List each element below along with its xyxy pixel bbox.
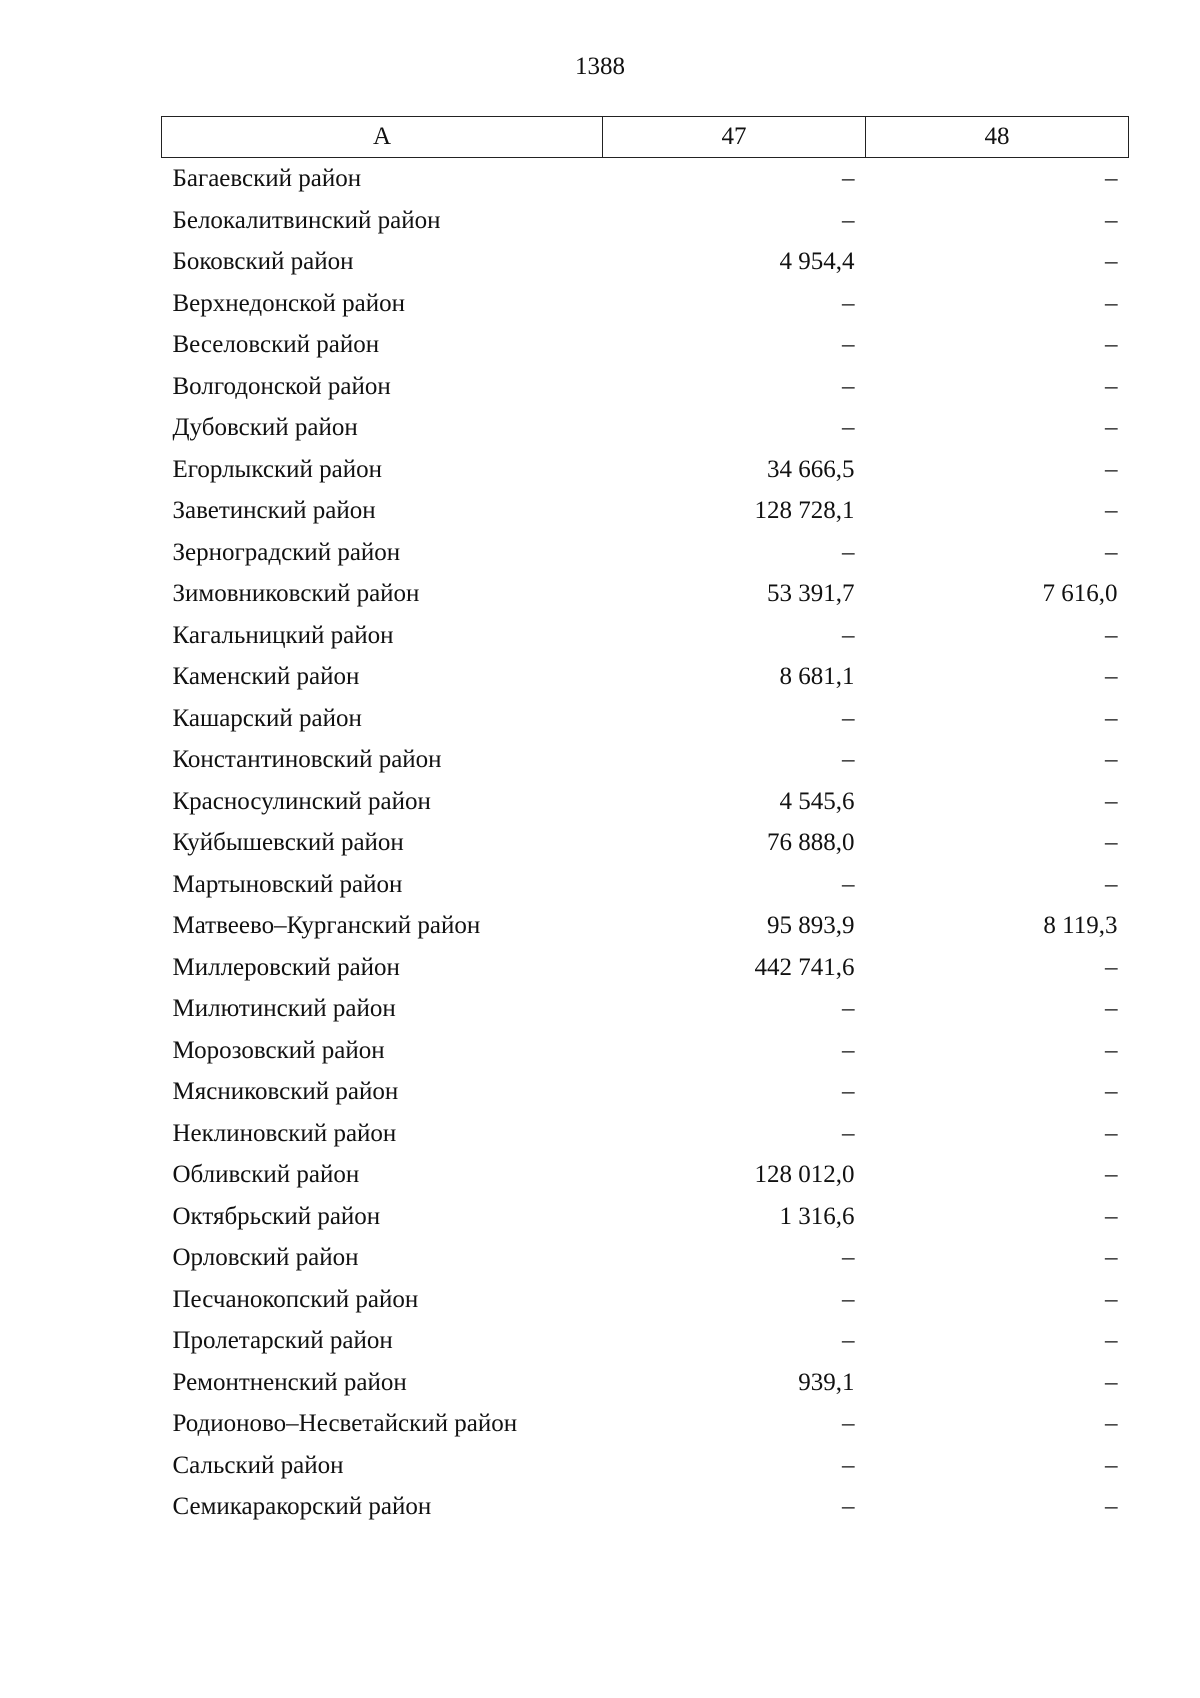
table-row: [162, 1030, 1129, 1072]
value-col-47: 4 545,6: [779, 787, 855, 815]
header-col-47: 47: [603, 117, 866, 158]
value-col-48: –: [1105, 1244, 1118, 1271]
value-col-47: 128 728,1: [754, 497, 855, 524]
value-col-47: –: [842, 1244, 855, 1271]
district-name: Волгодонской район: [172, 372, 391, 400]
value-col-47: –: [842, 1078, 855, 1105]
district-name: Константиновский район: [172, 746, 442, 773]
value-col-48: –: [1105, 538, 1118, 566]
header-col-a: А: [162, 117, 603, 158]
value-col-48: –: [1105, 663, 1118, 690]
data-table: [161, 116, 1129, 1528]
value-col-48: –: [1105, 1368, 1118, 1396]
value-col-47: –: [842, 995, 855, 1022]
value-col-48: 7 616,0: [1042, 580, 1118, 607]
value-col-48: –: [1105, 165, 1118, 192]
district-name: Песчанокопский район: [172, 1285, 419, 1313]
value-col-48: –: [1105, 372, 1118, 400]
value-col-47: –: [842, 331, 855, 358]
table-row: [162, 822, 1129, 864]
table-row: [162, 1196, 1129, 1238]
table-row: [162, 449, 1129, 491]
value-col-47: 76 888,0: [767, 829, 855, 856]
table-row: [162, 656, 1129, 698]
page-number: 1388: [575, 53, 625, 80]
table-row: [162, 988, 1129, 1030]
table-row: [162, 1362, 1129, 1404]
value-col-47: –: [842, 704, 855, 732]
table-row: [162, 1279, 1129, 1321]
value-col-48: –: [1105, 953, 1118, 981]
district-name: Зерноградский район: [172, 538, 401, 566]
value-col-48: –: [1105, 787, 1118, 815]
header-col-48: 48: [866, 117, 1129, 158]
value-col-48: –: [1105, 1119, 1118, 1147]
district-name: Кагальницкий район: [172, 621, 394, 649]
table-row: [162, 1154, 1129, 1196]
value-col-48: –: [1105, 870, 1118, 898]
value-col-48: –: [1105, 704, 1118, 732]
district-name: Красносулинский район: [172, 787, 431, 815]
value-col-47: –: [842, 1410, 855, 1437]
value-col-47: –: [842, 206, 855, 234]
value-col-48: –: [1105, 289, 1118, 317]
value-col-47: –: [842, 1327, 855, 1354]
district-name: Заветинский район: [172, 497, 376, 524]
value-col-47: 1 316,6: [779, 1202, 855, 1230]
table-row: [162, 1320, 1129, 1362]
value-col-48: –: [1105, 621, 1118, 649]
table-header: [162, 117, 1129, 158]
value-col-47: –: [842, 746, 855, 773]
table-row: [162, 324, 1129, 366]
value-col-47: –: [842, 1119, 855, 1147]
table-row: [162, 1403, 1129, 1445]
table-row: [162, 1237, 1129, 1279]
table-row: [162, 1113, 1129, 1155]
table-row: [162, 532, 1129, 574]
district-name: Егорлыкский район: [172, 455, 382, 483]
table-row: [162, 366, 1129, 408]
district-name: Мясниковский район: [172, 1078, 399, 1105]
value-col-48: –: [1105, 248, 1118, 275]
district-name: Зимовниковский район: [172, 580, 420, 607]
district-name: Милютинский район: [172, 995, 396, 1022]
value-col-48: –: [1105, 414, 1118, 441]
value-col-48: –: [1105, 1161, 1118, 1188]
table-row: [162, 407, 1129, 449]
value-col-48: –: [1105, 1078, 1118, 1105]
value-col-47: 939,1: [798, 1368, 855, 1396]
value-col-47: –: [842, 538, 855, 566]
table-row: [162, 241, 1129, 283]
value-col-47: –: [842, 1451, 855, 1479]
value-col-48: –: [1105, 455, 1118, 483]
district-name: Орловский район: [172, 1244, 359, 1271]
value-col-48: –: [1105, 995, 1118, 1022]
table-row: [162, 905, 1129, 947]
value-col-48: –: [1105, 1285, 1118, 1313]
table-row: [162, 864, 1129, 906]
table-row: [162, 781, 1129, 823]
value-col-47: 95 893,9: [767, 912, 855, 939]
district-name: Пролетарский район: [172, 1327, 393, 1354]
table-row: [162, 200, 1129, 242]
district-name: Семикаракорский район: [172, 1493, 432, 1520]
district-name: Обливский район: [172, 1161, 360, 1188]
value-col-48: –: [1105, 1202, 1118, 1230]
district-name: Октябрьский район: [172, 1202, 381, 1230]
district-name: Матвеево–Курганский район: [172, 912, 481, 939]
table-row: [162, 698, 1129, 740]
value-col-47: –: [842, 1036, 855, 1064]
table-row: [162, 1486, 1129, 1528]
value-col-48: –: [1105, 746, 1118, 773]
value-col-48: 8 119,3: [1043, 912, 1118, 939]
value-col-47: –: [842, 621, 855, 649]
district-name: Мартыновский район: [172, 870, 403, 898]
district-name: Родионово–Несветайский район: [172, 1410, 518, 1437]
district-name: Куйбышевский район: [172, 829, 404, 856]
value-col-47: –: [842, 870, 855, 898]
district-name: Ремонтненский район: [172, 1368, 407, 1396]
value-col-48: –: [1105, 331, 1118, 358]
value-col-48: –: [1105, 1327, 1118, 1354]
district-name: Багаевский район: [172, 165, 362, 192]
table-row: [162, 1071, 1129, 1113]
value-col-47: –: [842, 289, 855, 317]
value-col-48: –: [1105, 1451, 1118, 1479]
value-col-47: 442 741,6: [754, 953, 855, 981]
value-col-47: –: [842, 414, 855, 441]
value-col-47: 53 391,7: [767, 580, 855, 607]
value-col-48: –: [1105, 1036, 1118, 1064]
table-row: [162, 1445, 1129, 1487]
value-col-47: –: [842, 372, 855, 400]
value-col-48: –: [1105, 497, 1118, 524]
district-name: Каменский район: [172, 663, 360, 690]
value-col-47: 4 954,4: [779, 248, 855, 275]
district-name: Миллеровский район: [172, 953, 400, 981]
value-col-47: 34 666,5: [767, 455, 855, 483]
district-name: Боковский район: [172, 248, 354, 275]
table-row: [162, 615, 1129, 657]
table-body: [162, 158, 1129, 1528]
value-col-47: –: [842, 1493, 855, 1520]
district-name: Белокалитвинский район: [172, 206, 441, 234]
table-row: [162, 573, 1129, 615]
value-col-47: 128 012,0: [754, 1161, 855, 1188]
value-col-48: –: [1105, 1410, 1118, 1437]
table-row: [162, 739, 1129, 781]
district-name: Неклиновский район: [172, 1119, 397, 1147]
table-row: [162, 947, 1129, 989]
district-name: Верхнедонской район: [172, 289, 405, 317]
header-row: [162, 117, 1129, 158]
value-col-47: –: [842, 1285, 855, 1313]
value-col-48: –: [1105, 206, 1118, 234]
data-table-container: [161, 116, 1128, 1528]
value-col-47: 8 681,1: [779, 663, 855, 690]
district-name: Морозовский район: [172, 1036, 385, 1064]
table-row: [162, 158, 1129, 200]
value-col-47: –: [842, 165, 855, 192]
district-name: Дубовский район: [172, 414, 358, 441]
table-row: [162, 283, 1129, 325]
value-col-48: –: [1105, 829, 1118, 856]
table-row: [162, 490, 1129, 532]
district-name: Веселовский район: [172, 331, 380, 358]
value-col-48: –: [1105, 1493, 1118, 1520]
district-name: Кашарский район: [172, 704, 362, 732]
district-name: Сальский район: [172, 1451, 344, 1479]
